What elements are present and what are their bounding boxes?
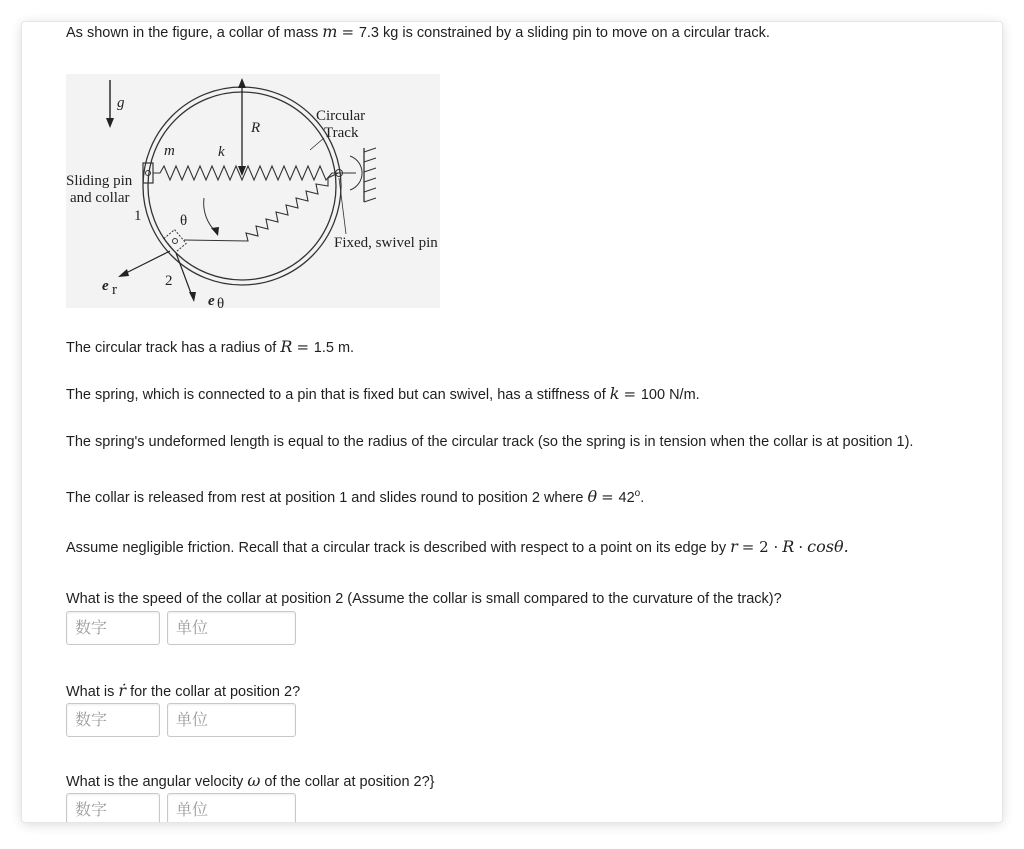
svg-text:and collar: and collar <box>70 190 130 206</box>
answer-2-number-input[interactable]: 数字 <box>66 703 160 737</box>
spring-text: The spring, which is connected to a pin that is fixed but can swivel, has a stiffness of k = 100 N/m. <box>66 384 700 403</box>
question-2: What is ṙ for the collar at position 2? <box>66 681 301 700</box>
svg-text:g: g <box>117 95 125 111</box>
svg-text:k: k <box>218 144 225 160</box>
question-1: What is the speed of the collar at position 2 (Assume the collar is small compared to the curvature of the track)? <box>66 591 782 607</box>
intro-text: As shown in the figure, a collar of mass m = 7.3 kg is constrained by a sliding pin to move on a circular track. <box>66 22 770 41</box>
svg-text:m: m <box>164 143 175 159</box>
svg-text:r: r <box>112 282 117 298</box>
svg-text:θ: θ <box>180 213 188 229</box>
question-card <box>22 22 1002 822</box>
svg-text:1: 1 <box>134 208 142 224</box>
undeformed-text: The spring's undeformed length is equal to the radius of the circular track (so the spring is in tension when the collar is at position 1). <box>66 434 914 450</box>
answer-3-inputs <box>66 793 296 822</box>
svg-text:Fixed, swivel pin: Fixed, swivel pin <box>334 235 438 251</box>
svg-text:Circular: Circular <box>316 108 366 124</box>
answer-1-unit-input[interactable]: 单位 <box>167 611 296 645</box>
svg-text:Track: Track <box>324 125 359 141</box>
svg-text:e: e <box>102 278 109 294</box>
assume-text: Assume negligible friction. Recall that a circular track is described with respect to a point on its edge by r = 2 · R · cosθ. <box>66 537 849 556</box>
answer-2-unit-input[interactable]: 单位 <box>167 703 296 737</box>
svg-text:2: 2 <box>165 273 173 289</box>
answer-2-inputs <box>66 703 296 737</box>
svg-text:e: e <box>208 293 215 308</box>
radius-text: The circular track has a radius of R = 1.5 m. <box>66 337 355 356</box>
release-text: The collar is released from rest at position 1 and slides round to position 2 where $\theta = 42^o$. <box>66 486 645 506</box>
question-3: What is the angular velocity ω of the collar at position 2?} <box>66 771 435 790</box>
circular-track-figure <box>66 74 440 308</box>
svg-text:R: R <box>251 120 261 136</box>
svg-text:Sliding pin: Sliding pin <box>66 173 133 189</box>
answer-3-number-input[interactable]: 数字 <box>66 793 160 822</box>
answer-3-unit-input[interactable]: 单位 <box>167 793 296 822</box>
answer-1-number-input[interactable]: 数字 <box>66 611 160 645</box>
answer-1-inputs <box>66 611 296 645</box>
svg-text:θ: θ <box>217 296 225 308</box>
